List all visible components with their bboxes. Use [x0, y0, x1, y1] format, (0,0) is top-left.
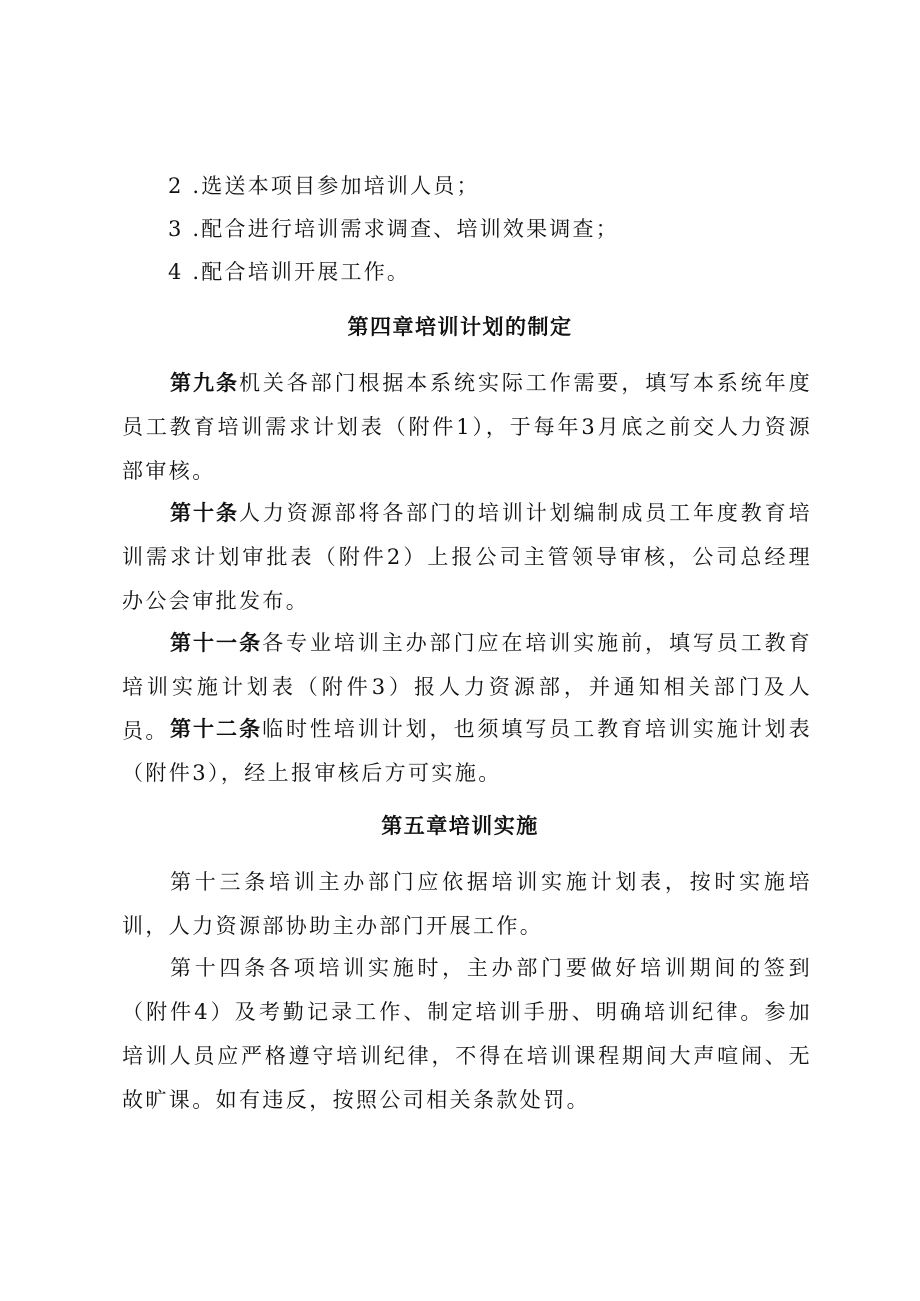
- list-item-2: 2 .选送本项目参加培训人员；: [168, 174, 480, 198]
- article-10: [122, 491, 812, 623]
- article-12-label: 第十二条: [170, 717, 263, 741]
- article-12: [122, 707, 812, 795]
- chapter-4-title: 第四章培训计划的制定: [347, 315, 573, 339]
- article-9: [122, 361, 812, 493]
- article-10-text: 人力资源部将各部门的培训计划编制成员工年度教育培训需求计划审批表（附件2）上报公司主管领导审核，公司总经理办公会审批发布。: [122, 501, 813, 613]
- chapter-5-title: 第五章培训实施: [381, 814, 539, 838]
- article-13: 第十三条培训主办部门应依据培训实施计划表，按时实施培训，人力资源部协助主办部门开展工作。: [122, 870, 812, 938]
- article-11-label: 第十一条: [170, 631, 263, 655]
- article-9-label: 第九条: [170, 371, 239, 395]
- list-item-3: 3 .配合进行培训需求调查、培训效果调查；: [168, 217, 619, 241]
- article-9-text: 机关各部门根据本系统实际工作需要，填写本系统年度员工教育培训需求计划表（附件1），于每年3月底之前交人力资源部审核。: [122, 371, 813, 483]
- article-11-text: 各专业培训主办部门应在培训实施前，填写员工教育培训实施计划表（附件3）报人力资源部，并通知相关部门及人员。: [122, 631, 812, 743]
- list-item-4: 4 .配合培训开展工作。: [168, 260, 411, 284]
- article-10-label: 第十条: [170, 501, 239, 525]
- article-14: 第十四条各项培训实施时，主办部门要做好培训期间的签到（附件4）及考勤记录工作、制定培训手册、明确培训纪律。参加培训人员应严格遵守培训纪律，不得在培训课程期间大声喧闹、无故旷课。如有违反，按照公司相关条款处罚。: [122, 956, 812, 1112]
- article-12-text: 临时性培训计划，也须填写员工教育培训实施计划表（附件3），经上报审核后方可实施。: [122, 717, 812, 785]
